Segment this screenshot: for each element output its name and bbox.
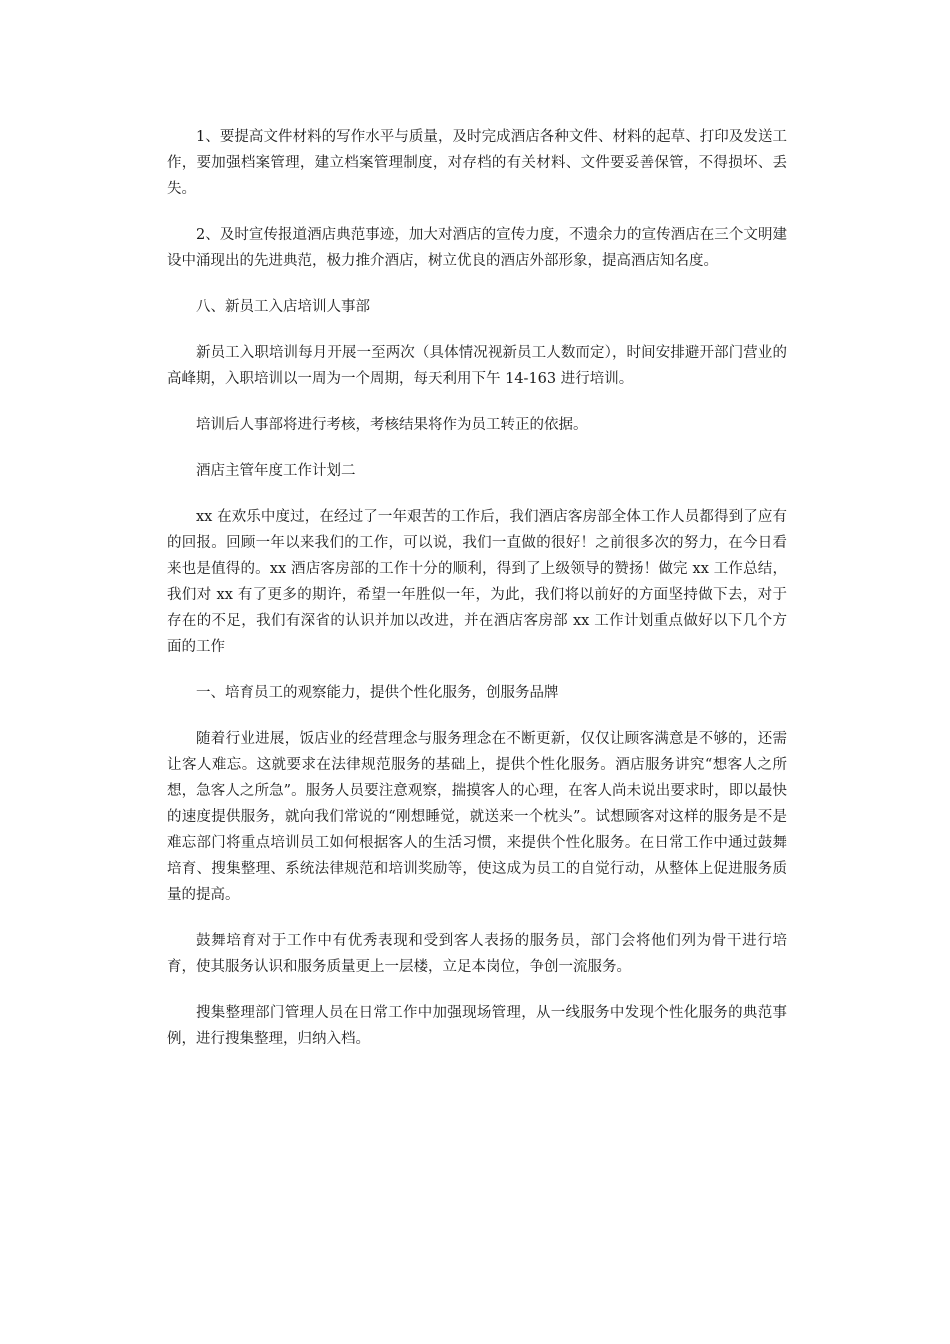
paragraph-collect-organize: 搜集整理部门管理人员在日常工作中加强现场管理，从一线服务中发现个性化服务的典范事例，进行搜集整理，归纳入档。 xyxy=(167,1005,787,1047)
paragraph-encourage-training: 鼓舞培育对于工作中有优秀表现和受到客人表扬的服务员，部门会将他们列为骨干进行培育，使其服务认识和服务质量更上一层楼，立足本岗位，争创一流服务。 xyxy=(167,933,787,975)
section-heading-observation-skills: 一、培育员工的观察能力，提供个性化服务，创服务品牌 xyxy=(196,685,559,701)
paragraph-training-schedule: 新员工入职培训每月开展一至两次（具体情况视新员工人数而定），时间安排避开部门营业的高峰期，入职培训以一周为一个周期，每天利用下午 14-163 进行培训。 xyxy=(167,345,787,387)
section-heading-new-staff-training: 八、新员工入店培训人事部 xyxy=(196,299,370,315)
paragraph-annual-review: xx 在欢乐中度过，在经过了一年艰苦的工作后，我们酒店客房部全体工作人员都得到了应有的回报。回顾一年以来我们的工作，可以说，我们一直做的很好！之前很多次的努力，在今日看来也是值得的。xx 酒店客房部的工作十分的顺利，得到了上级领导的赞扬！做完 xx 工作总结，我们对 xx 有了更多的期许，希望一年胜似一年，为此，我们将以前好的方面坚持做下去，对于存在的不足，我们有深省的认识并加以改进，并在酒店客房部 xx 工作计划重点做好以下几个方面的工作 xyxy=(167,509,787,655)
paragraph-publicity: 2、及时宣传报道酒店典范事迹，加大对酒店的宣传力度，不遗余力的宣传酒店在三个文明建设中涌现出的先进典范，极力推介酒店，树立优良的酒店外部形象，提高酒店知名度。 xyxy=(167,227,787,269)
paragraph-archive-management: 1、要提高文件材料的写作水平与质量，及时完成酒店各种文件、材料的起草、打印及发送工作，要加强档案管理，建立档案管理制度，对存档的有关材料、文件要妥善保管，不得损坏、丢失。 xyxy=(167,129,787,197)
section-heading-plan-two: 酒店主管年度工作计划二 xyxy=(196,463,356,479)
document-body xyxy=(167,124,787,1072)
paragraph-training-assessment: 培训后人事部将进行考核，考核结果将作为员工转正的依据。 xyxy=(196,417,588,433)
paragraph-personalized-service: 随着行业进展，饭店业的经营理念与服务理念在不断更新，仅仅让顾客满意是不够的，还需让客人难忘。这就要求在法律规范服务的基础上，提供个性化服务。酒店服务讲究“想客人之所想，急客人之所急”。服务人员要注意观察，揣摸客人的心理，在客人尚未说出要求时，即以最快的速度提供服务，就向我们常说的“刚想睡觉，就送来一个枕头”。试想顾客对这样的服务是不是难忘部门将重点培训员工如何根据客人的生活习惯，来提供个性化服务。在日常工作中通过鼓舞培育、搜集整理、系统法律规范和培训奖励等，使这成为员工的自觉行动，从整体上促进服务质量的提高。 xyxy=(167,731,787,903)
